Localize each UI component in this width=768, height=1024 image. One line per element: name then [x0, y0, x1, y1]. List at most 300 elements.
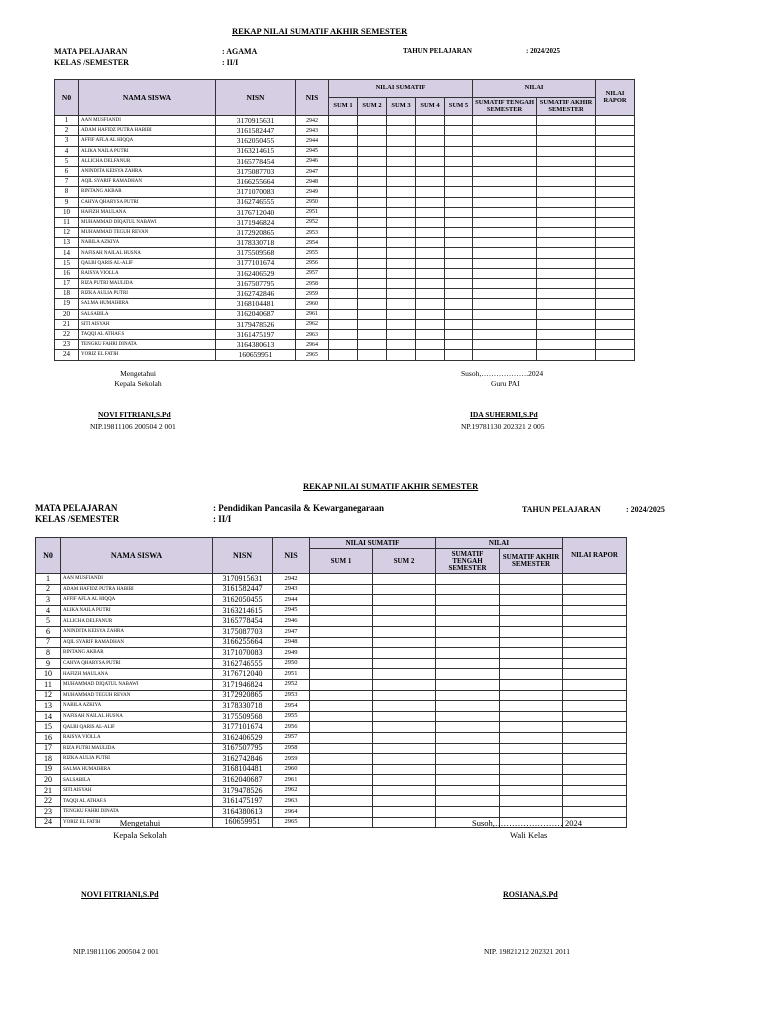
grade-cell[interactable]	[563, 754, 627, 765]
grade-cell[interactable]	[329, 187, 358, 197]
grade-cell[interactable]	[387, 116, 416, 126]
grade-cell[interactable]	[358, 238, 387, 248]
grade-cell[interactable]	[373, 701, 436, 712]
grade-cell[interactable]	[563, 711, 627, 722]
grade-cell[interactable]	[373, 574, 436, 585]
grade-cell[interactable]	[310, 690, 373, 701]
grade-cell[interactable]	[563, 595, 627, 606]
grade-cell[interactable]	[329, 207, 358, 217]
grade-cell[interactable]	[358, 350, 387, 360]
grade-cell[interactable]	[358, 299, 387, 309]
grade-cell[interactable]	[537, 258, 596, 268]
grade-cell[interactable]	[436, 574, 500, 585]
grade-cell[interactable]	[445, 217, 473, 227]
grade-cell[interactable]	[537, 340, 596, 350]
grade-cell[interactable]	[373, 669, 436, 680]
grade-cell[interactable]	[596, 289, 635, 299]
grade-cell[interactable]	[329, 329, 358, 339]
grade-cell[interactable]	[436, 584, 500, 595]
grade-cell[interactable]	[596, 248, 635, 258]
grade-cell[interactable]	[563, 807, 627, 818]
grade-cell[interactable]	[358, 136, 387, 146]
grade-cell[interactable]	[373, 711, 436, 722]
grade-cell[interactable]	[416, 207, 445, 217]
grade-cell[interactable]	[373, 732, 436, 743]
grade-cell[interactable]	[387, 136, 416, 146]
grade-cell[interactable]	[329, 268, 358, 278]
grade-cell[interactable]	[416, 268, 445, 278]
grade-cell[interactable]	[500, 690, 563, 701]
grade-cell[interactable]	[563, 626, 627, 637]
grade-cell[interactable]	[358, 319, 387, 329]
grade-cell[interactable]	[358, 207, 387, 217]
grade-cell[interactable]	[537, 248, 596, 258]
grade-cell[interactable]	[358, 177, 387, 187]
grade-cell[interactable]	[596, 126, 635, 136]
grade-cell[interactable]	[416, 248, 445, 258]
grade-cell[interactable]	[387, 197, 416, 207]
grade-cell[interactable]	[416, 228, 445, 238]
grade-cell[interactable]	[436, 775, 500, 786]
grade-cell[interactable]	[445, 258, 473, 268]
grade-cell[interactable]	[310, 764, 373, 775]
grade-cell[interactable]	[387, 166, 416, 176]
grade-cell[interactable]	[416, 156, 445, 166]
grade-cell[interactable]	[473, 309, 537, 319]
grade-cell[interactable]	[500, 775, 563, 786]
grade-cell[interactable]	[473, 166, 537, 176]
grade-cell[interactable]	[329, 350, 358, 360]
grade-cell[interactable]	[537, 228, 596, 238]
grade-cell[interactable]	[358, 329, 387, 339]
grade-cell[interactable]	[537, 329, 596, 339]
grade-cell[interactable]	[563, 574, 627, 585]
grade-cell[interactable]	[373, 743, 436, 754]
grade-cell[interactable]	[563, 722, 627, 733]
grade-cell[interactable]	[416, 187, 445, 197]
grade-cell[interactable]	[596, 238, 635, 248]
grade-cell[interactable]	[596, 116, 635, 126]
grade-cell[interactable]	[537, 207, 596, 217]
grade-cell[interactable]	[373, 754, 436, 765]
grade-cell[interactable]	[387, 268, 416, 278]
grade-cell[interactable]	[329, 248, 358, 258]
grade-cell[interactable]	[329, 146, 358, 156]
grade-cell[interactable]	[537, 116, 596, 126]
grade-cell[interactable]	[500, 796, 563, 807]
grade-cell[interactable]	[329, 309, 358, 319]
grade-cell[interactable]	[596, 350, 635, 360]
grade-cell[interactable]	[373, 648, 436, 659]
grade-cell[interactable]	[358, 228, 387, 238]
grade-cell[interactable]	[445, 116, 473, 126]
grade-cell[interactable]	[436, 711, 500, 722]
grade-cell[interactable]	[563, 743, 627, 754]
grade-cell[interactable]	[537, 268, 596, 278]
grade-cell[interactable]	[473, 156, 537, 166]
grade-cell[interactable]	[373, 775, 436, 786]
grade-cell[interactable]	[373, 626, 436, 637]
grade-cell[interactable]	[563, 605, 627, 616]
grade-cell[interactable]	[563, 690, 627, 701]
grade-cell[interactable]	[537, 166, 596, 176]
grade-cell[interactable]	[563, 775, 627, 786]
grade-cell[interactable]	[500, 785, 563, 796]
grade-cell[interactable]	[329, 299, 358, 309]
grade-cell[interactable]	[416, 329, 445, 339]
grade-cell[interactable]	[445, 329, 473, 339]
grade-cell[interactable]	[329, 319, 358, 329]
grade-cell[interactable]	[310, 775, 373, 786]
grade-cell[interactable]	[387, 207, 416, 217]
grade-cell[interactable]	[445, 187, 473, 197]
grade-cell[interactable]	[445, 136, 473, 146]
grade-cell[interactable]	[416, 238, 445, 248]
grade-cell[interactable]	[500, 743, 563, 754]
grade-cell[interactable]	[445, 228, 473, 238]
grade-cell[interactable]	[416, 258, 445, 268]
grade-cell[interactable]	[596, 279, 635, 289]
grade-cell[interactable]	[358, 340, 387, 350]
grade-cell[interactable]	[387, 340, 416, 350]
grade-cell[interactable]	[416, 146, 445, 156]
grade-cell[interactable]	[500, 648, 563, 659]
grade-cell[interactable]	[373, 690, 436, 701]
grade-cell[interactable]	[310, 796, 373, 807]
grade-cell[interactable]	[537, 217, 596, 227]
grade-cell[interactable]	[537, 299, 596, 309]
grade-cell[interactable]	[329, 217, 358, 227]
grade-cell[interactable]	[416, 126, 445, 136]
grade-cell[interactable]	[436, 743, 500, 754]
grade-cell[interactable]	[329, 166, 358, 176]
grade-cell[interactable]	[473, 268, 537, 278]
grade-cell[interactable]	[537, 197, 596, 207]
grade-cell[interactable]	[563, 701, 627, 712]
grade-cell[interactable]	[329, 258, 358, 268]
grade-cell[interactable]	[436, 722, 500, 733]
grade-cell[interactable]	[358, 146, 387, 156]
grade-cell[interactable]	[416, 177, 445, 187]
grade-cell[interactable]	[416, 299, 445, 309]
grade-cell[interactable]	[310, 754, 373, 765]
grade-cell[interactable]	[436, 701, 500, 712]
grade-cell[interactable]	[473, 248, 537, 258]
grade-cell[interactable]	[445, 350, 473, 360]
grade-cell[interactable]	[596, 187, 635, 197]
grade-cell[interactable]	[473, 126, 537, 136]
grade-cell[interactable]	[596, 197, 635, 207]
grade-cell[interactable]	[537, 126, 596, 136]
grade-cell[interactable]	[436, 807, 500, 818]
grade-cell[interactable]	[310, 584, 373, 595]
grade-cell[interactable]	[445, 207, 473, 217]
grade-cell[interactable]	[473, 258, 537, 268]
grade-cell[interactable]	[563, 764, 627, 775]
grade-cell[interactable]	[436, 679, 500, 690]
grade-cell[interactable]	[436, 658, 500, 669]
grade-cell[interactable]	[563, 616, 627, 627]
grade-cell[interactable]	[436, 648, 500, 659]
grade-cell[interactable]	[473, 146, 537, 156]
grade-cell[interactable]	[473, 238, 537, 248]
grade-cell[interactable]	[596, 329, 635, 339]
grade-cell[interactable]	[537, 238, 596, 248]
grade-cell[interactable]	[358, 116, 387, 126]
grade-cell[interactable]	[310, 605, 373, 616]
grade-cell[interactable]	[473, 136, 537, 146]
grade-cell[interactable]	[373, 658, 436, 669]
grade-cell[interactable]	[563, 679, 627, 690]
grade-cell[interactable]	[416, 289, 445, 299]
grade-cell[interactable]	[596, 299, 635, 309]
grade-cell[interactable]	[500, 764, 563, 775]
grade-cell[interactable]	[563, 796, 627, 807]
grade-cell[interactable]	[310, 817, 373, 828]
grade-cell[interactable]	[500, 637, 563, 648]
grade-cell[interactable]	[596, 166, 635, 176]
grade-cell[interactable]	[473, 329, 537, 339]
grade-cell[interactable]	[563, 648, 627, 659]
grade-cell[interactable]	[445, 289, 473, 299]
grade-cell[interactable]	[358, 279, 387, 289]
grade-cell[interactable]	[445, 126, 473, 136]
grade-cell[interactable]	[387, 299, 416, 309]
grade-cell[interactable]	[329, 126, 358, 136]
grade-cell[interactable]	[310, 732, 373, 743]
grade-cell[interactable]	[358, 289, 387, 299]
grade-cell[interactable]	[358, 166, 387, 176]
grade-cell[interactable]	[563, 658, 627, 669]
grade-cell[interactable]	[387, 279, 416, 289]
grade-cell[interactable]	[596, 207, 635, 217]
grade-cell[interactable]	[596, 217, 635, 227]
grade-cell[interactable]	[436, 785, 500, 796]
grade-cell[interactable]	[500, 574, 563, 585]
grade-cell[interactable]	[500, 658, 563, 669]
grade-cell[interactable]	[387, 156, 416, 166]
grade-cell[interactable]	[373, 785, 436, 796]
grade-cell[interactable]	[387, 350, 416, 360]
grade-cell[interactable]	[416, 350, 445, 360]
grade-cell[interactable]	[500, 595, 563, 606]
grade-cell[interactable]	[596, 228, 635, 238]
grade-cell[interactable]	[387, 319, 416, 329]
grade-cell[interactable]	[473, 197, 537, 207]
grade-cell[interactable]	[416, 116, 445, 126]
grade-cell[interactable]	[436, 605, 500, 616]
grade-cell[interactable]	[500, 669, 563, 680]
grade-cell[interactable]	[358, 156, 387, 166]
grade-cell[interactable]	[310, 626, 373, 637]
grade-cell[interactable]	[416, 197, 445, 207]
grade-cell[interactable]	[373, 637, 436, 648]
grade-cell[interactable]	[596, 340, 635, 350]
grade-cell[interactable]	[358, 258, 387, 268]
grade-cell[interactable]	[310, 595, 373, 606]
grade-cell[interactable]	[473, 319, 537, 329]
grade-cell[interactable]	[445, 268, 473, 278]
grade-cell[interactable]	[436, 690, 500, 701]
grade-cell[interactable]	[500, 701, 563, 712]
grade-cell[interactable]	[537, 289, 596, 299]
grade-cell[interactable]	[373, 679, 436, 690]
grade-cell[interactable]	[310, 807, 373, 818]
grade-cell[interactable]	[473, 228, 537, 238]
grade-cell[interactable]	[563, 669, 627, 680]
grade-cell[interactable]	[537, 156, 596, 166]
grade-cell[interactable]	[473, 177, 537, 187]
grade-cell[interactable]	[596, 258, 635, 268]
grade-cell[interactable]	[473, 340, 537, 350]
grade-cell[interactable]	[563, 584, 627, 595]
grade-cell[interactable]	[310, 616, 373, 627]
grade-cell[interactable]	[310, 711, 373, 722]
grade-cell[interactable]	[329, 136, 358, 146]
grade-cell[interactable]	[373, 595, 436, 606]
grade-cell[interactable]	[500, 722, 563, 733]
grade-cell[interactable]	[473, 279, 537, 289]
grade-cell[interactable]	[596, 146, 635, 156]
grade-cell[interactable]	[416, 217, 445, 227]
grade-cell[interactable]	[537, 146, 596, 156]
grade-cell[interactable]	[358, 126, 387, 136]
grade-cell[interactable]	[596, 319, 635, 329]
grade-cell[interactable]	[387, 289, 416, 299]
grade-cell[interactable]	[436, 626, 500, 637]
grade-cell[interactable]	[387, 238, 416, 248]
grade-cell[interactable]	[416, 319, 445, 329]
grade-cell[interactable]	[416, 340, 445, 350]
grade-cell[interactable]	[445, 340, 473, 350]
grade-cell[interactable]	[500, 584, 563, 595]
grade-cell[interactable]	[358, 197, 387, 207]
grade-cell[interactable]	[329, 238, 358, 248]
grade-cell[interactable]	[387, 309, 416, 319]
grade-cell[interactable]	[373, 722, 436, 733]
grade-cell[interactable]	[329, 197, 358, 207]
grade-cell[interactable]	[373, 616, 436, 627]
grade-cell[interactable]	[445, 177, 473, 187]
grade-cell[interactable]	[473, 350, 537, 360]
grade-cell[interactable]	[373, 584, 436, 595]
grade-cell[interactable]	[445, 319, 473, 329]
grade-cell[interactable]	[596, 177, 635, 187]
grade-cell[interactable]	[596, 309, 635, 319]
grade-cell[interactable]	[537, 319, 596, 329]
grade-cell[interactable]	[329, 228, 358, 238]
grade-cell[interactable]	[596, 156, 635, 166]
grade-cell[interactable]	[310, 679, 373, 690]
grade-cell[interactable]	[358, 187, 387, 197]
grade-cell[interactable]	[373, 796, 436, 807]
grade-cell[interactable]	[310, 701, 373, 712]
grade-cell[interactable]	[387, 177, 416, 187]
grade-cell[interactable]	[329, 116, 358, 126]
grade-cell[interactable]	[310, 637, 373, 648]
grade-cell[interactable]	[358, 268, 387, 278]
grade-cell[interactable]	[310, 648, 373, 659]
grade-cell[interactable]	[500, 711, 563, 722]
grade-cell[interactable]	[387, 258, 416, 268]
grade-cell[interactable]	[436, 669, 500, 680]
grade-cell[interactable]	[596, 268, 635, 278]
grade-cell[interactable]	[436, 732, 500, 743]
grade-cell[interactable]	[473, 289, 537, 299]
grade-cell[interactable]	[436, 764, 500, 775]
grade-cell[interactable]	[563, 785, 627, 796]
grade-cell[interactable]	[445, 166, 473, 176]
grade-cell[interactable]	[500, 807, 563, 818]
grade-cell[interactable]	[329, 289, 358, 299]
grade-cell[interactable]	[473, 187, 537, 197]
grade-cell[interactable]	[310, 658, 373, 669]
grade-cell[interactable]	[445, 156, 473, 166]
grade-cell[interactable]	[473, 116, 537, 126]
grade-cell[interactable]	[310, 785, 373, 796]
grade-cell[interactable]	[445, 238, 473, 248]
grade-cell[interactable]	[445, 248, 473, 258]
grade-cell[interactable]	[358, 309, 387, 319]
grade-cell[interactable]	[387, 217, 416, 227]
grade-cell[interactable]	[473, 299, 537, 309]
grade-cell[interactable]	[537, 187, 596, 197]
grade-cell[interactable]	[329, 340, 358, 350]
grade-cell[interactable]	[445, 279, 473, 289]
grade-cell[interactable]	[436, 616, 500, 627]
grade-cell[interactable]	[596, 136, 635, 146]
grade-cell[interactable]	[500, 679, 563, 690]
grade-cell[interactable]	[310, 743, 373, 754]
grade-cell[interactable]	[500, 626, 563, 637]
grade-cell[interactable]	[445, 309, 473, 319]
grade-cell[interactable]	[416, 166, 445, 176]
grade-cell[interactable]	[387, 329, 416, 339]
grade-cell[interactable]	[537, 350, 596, 360]
grade-cell[interactable]	[537, 136, 596, 146]
grade-cell[interactable]	[537, 279, 596, 289]
grade-cell[interactable]	[387, 187, 416, 197]
grade-cell[interactable]	[387, 228, 416, 238]
grade-cell[interactable]	[416, 309, 445, 319]
grade-cell[interactable]	[358, 217, 387, 227]
grade-cell[interactable]	[387, 126, 416, 136]
grade-cell[interactable]	[373, 807, 436, 818]
grade-cell[interactable]	[310, 574, 373, 585]
grade-cell[interactable]	[436, 637, 500, 648]
grade-cell[interactable]	[329, 156, 358, 166]
grade-cell[interactable]	[500, 616, 563, 627]
grade-cell[interactable]	[387, 146, 416, 156]
grade-cell[interactable]	[500, 754, 563, 765]
grade-cell[interactable]	[373, 764, 436, 775]
grade-cell[interactable]	[416, 136, 445, 146]
grade-cell[interactable]	[416, 279, 445, 289]
grade-cell[interactable]	[445, 146, 473, 156]
grade-cell[interactable]	[329, 279, 358, 289]
grade-cell[interactable]	[563, 732, 627, 743]
grade-cell[interactable]	[373, 817, 436, 828]
grade-cell[interactable]	[445, 299, 473, 309]
grade-cell[interactable]	[537, 177, 596, 187]
grade-cell[interactable]	[537, 309, 596, 319]
grade-cell[interactable]	[436, 595, 500, 606]
grade-cell[interactable]	[500, 732, 563, 743]
grade-cell[interactable]	[373, 605, 436, 616]
grade-cell[interactable]	[473, 207, 537, 217]
grade-cell[interactable]	[310, 722, 373, 733]
grade-cell[interactable]	[436, 796, 500, 807]
